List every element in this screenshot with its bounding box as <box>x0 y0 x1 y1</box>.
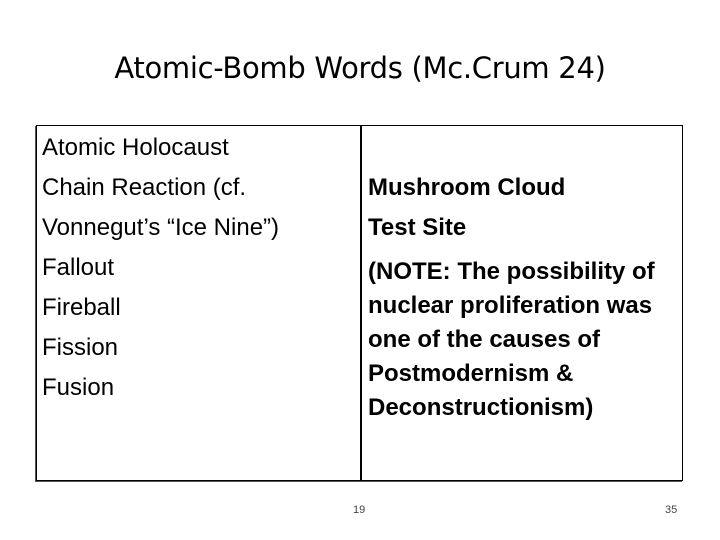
left-column-item: Fallout <box>42 254 115 281</box>
left-column-item: Fireball <box>42 294 121 321</box>
left-column-item: Fission <box>42 334 119 361</box>
right-column-item: Test Site <box>368 214 467 241</box>
left-column-item: Vonnegut’s “Ice Nine”) <box>42 214 280 241</box>
page-number-right: 35 <box>665 504 678 516</box>
left-column-item: Atomic Holocaust <box>42 134 229 161</box>
right-column-item: Mushroom Cloud <box>368 174 566 201</box>
left-column-item: Chain Reaction (cf. <box>42 174 247 201</box>
page-number-left: 19 <box>353 504 366 516</box>
left-column <box>42 128 279 408</box>
note-text: (NOTE: The possibility of nuclear proliferation was one of the causes of Postmodernism & Deconstructionism) <box>368 258 655 421</box>
column-divider <box>360 125 362 481</box>
slide-title: Atomic-Bomb Words (Mc.Crum 24) <box>114 51 606 85</box>
right-column <box>368 168 565 248</box>
left-column-item: Fusion <box>42 374 115 401</box>
